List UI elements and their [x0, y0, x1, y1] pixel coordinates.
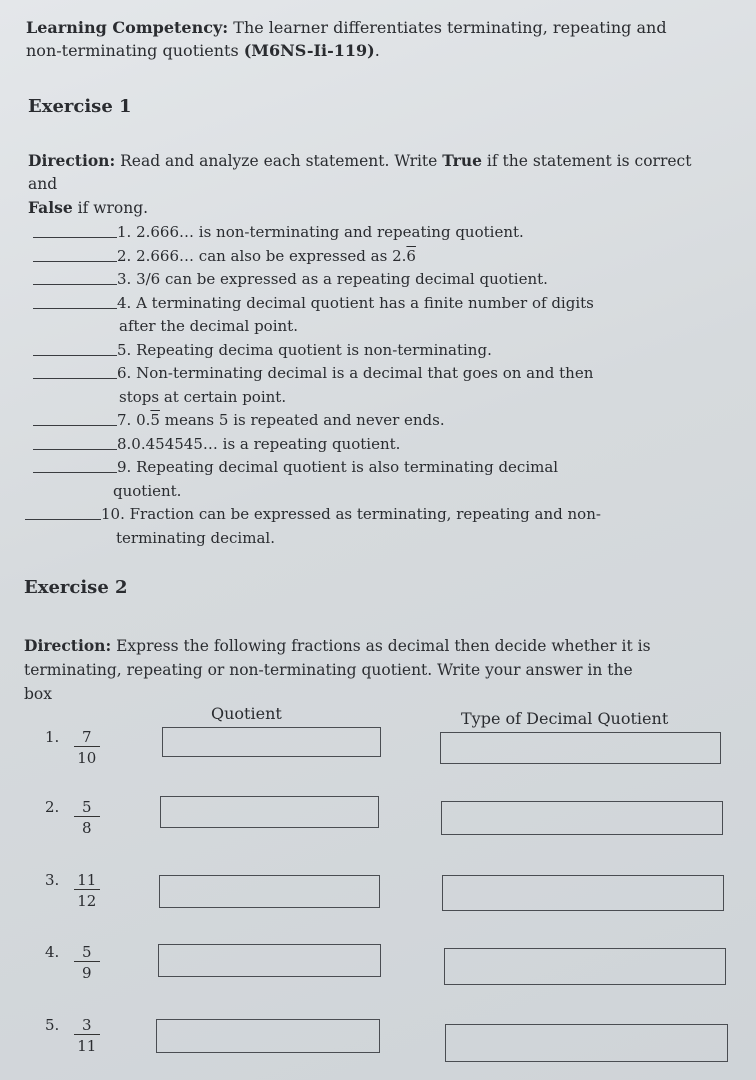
- answer-blank[interactable]: [33, 409, 117, 426]
- type-answer-box[interactable]: [441, 801, 723, 835]
- exercise-2-title: Exercise 2: [24, 577, 128, 598]
- list-item: 1. 2.666… is non-terminating and repeating quotient.: [33, 221, 713, 245]
- list-item-continuation: after the decimal point.: [119, 317, 298, 335]
- competency-label: Learning Competency:: [26, 18, 229, 37]
- answer-blank[interactable]: [25, 503, 101, 520]
- column-header-quotient: Quotient: [211, 704, 282, 723]
- answer-blank[interactable]: [33, 268, 117, 285]
- exercise-1-direction: Direction: Read and analyze each statement. Write True if the statement is correct and False if wrong.: [28, 151, 692, 217]
- list-item: 2. 2.666… can also be expressed as 2.6: [33, 245, 713, 269]
- quotient-answer-box[interactable]: [159, 875, 380, 908]
- type-answer-box[interactable]: [442, 875, 724, 911]
- list-item: 10. Fraction can be expressed as terminating, repeating and non-: [33, 503, 713, 527]
- answer-blank[interactable]: [33, 339, 117, 356]
- answer-blank[interactable]: [33, 362, 117, 379]
- list-item: 3. 3/6 can be expressed as a repeating decimal quotient.: [33, 268, 713, 292]
- answer-blank[interactable]: [33, 456, 117, 473]
- list-item: 8.0.454545… is a repeating quotient.: [33, 433, 713, 457]
- answer-blank[interactable]: [33, 245, 117, 262]
- fraction: $\frac{7}{10}$: [74, 728, 100, 769]
- list-item-continuation: terminating decimal.: [116, 528, 275, 547]
- answer-blank[interactable]: [33, 292, 117, 309]
- quotient-answer-box[interactable]: [156, 1019, 380, 1053]
- quotient-answer-box[interactable]: [158, 944, 381, 977]
- quotient-answer-box[interactable]: [162, 727, 381, 757]
- fraction: $\frac{5}{9}$: [74, 943, 100, 984]
- fraction-row: 1. $\frac{7}{10}$: [45, 728, 100, 769]
- list-item: 9. Repeating decimal quotient is also terminating decimal: [33, 456, 713, 480]
- fraction: $\frac{11}{12}$: [74, 871, 100, 912]
- type-answer-box[interactable]: [444, 948, 726, 985]
- list-item: 4. A terminating decimal quotient has a finite number of digits: [33, 292, 713, 316]
- fraction-row: 4. $\frac{5}{9}$: [45, 943, 100, 984]
- fraction: $\frac{3}{11}$: [74, 1016, 100, 1057]
- quotient-answer-box[interactable]: [160, 796, 379, 828]
- column-header-type: Type of Decimal Quotient: [461, 709, 669, 728]
- fraction-row: 5. $\frac{3}{11}$: [45, 1016, 100, 1057]
- list-item-continuation: stops at certain point.: [119, 387, 287, 406]
- list-item: 7. 0.5 means 5 is repeated and never ends.: [33, 409, 713, 433]
- type-answer-box[interactable]: [445, 1024, 728, 1062]
- answer-blank[interactable]: [33, 433, 117, 450]
- fraction-row: 3. $\frac{11}{12}$: [45, 871, 100, 912]
- list-item: 6. Non-terminating decimal is a decimal that goes on and then: [33, 362, 713, 386]
- answer-blank[interactable]: [33, 221, 117, 238]
- learning-competency: Learning Competency: The learner differentiates terminating, repeating and non-terminating quotients (M6NS-Ii-119).: [26, 18, 667, 60]
- fraction-row: 2. $\frac{5}{8}$: [45, 798, 100, 839]
- exercise-1-items: [33, 221, 713, 550]
- list-item-continuation: quotient.: [113, 481, 182, 500]
- exercise-2-direction: Direction: Express the following fractions as decimal then decide whether it is terminating, repeating or non-terminating quotient. Write your answer in the box: [24, 636, 651, 703]
- type-answer-box[interactable]: [440, 732, 721, 764]
- list-item: 5. Repeating decima quotient is non-terminating.: [33, 339, 713, 363]
- competency-text: The learner differentiates terminating, repeating and non-terminating quotients: [26, 18, 667, 60]
- fraction: $\frac{5}{8}$: [74, 798, 100, 839]
- competency-code: (M6NS-Ii-119): [243, 41, 375, 60]
- exercise-1-title: Exercise 1: [28, 96, 132, 117]
